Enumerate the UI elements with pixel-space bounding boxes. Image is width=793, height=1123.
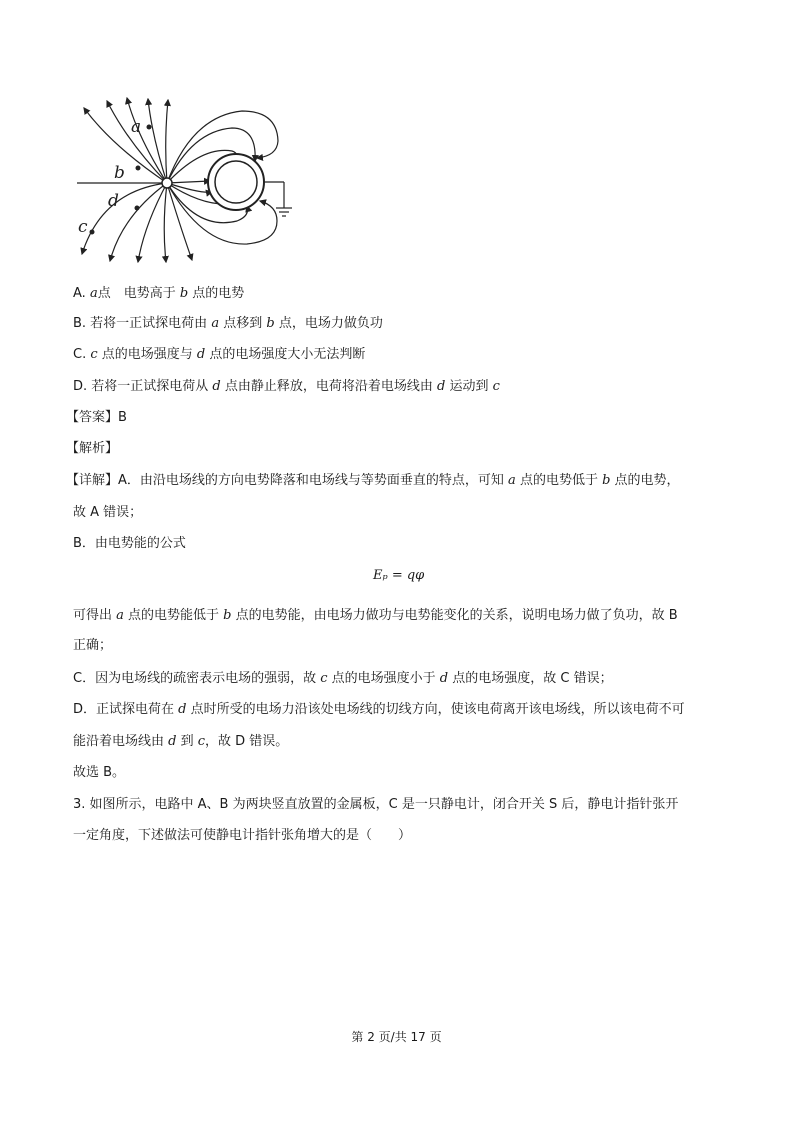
analysis-tag: 【解析】 [66, 441, 119, 456]
point-a [147, 125, 152, 130]
answer-line: 【答案】B [66, 410, 127, 425]
detail-b-line2: 可得出 a 点的电势能低于 b 点的电势能，由电场力做功与电势能变化的关系，说明电场力做了负功，故 B [73, 608, 678, 623]
page-footer: 第 2 页/共 17 页 [351, 1030, 442, 1044]
formula: Eₚ = qφ [373, 568, 425, 583]
detail-c: C．因为电场线的疏密表示电场的强弱，故 c 点的电场强度小于 d 点的电场强度，故 C 错误； [73, 671, 613, 686]
conclusion: 故选 B。 [73, 765, 126, 780]
ground-symbol [264, 182, 292, 216]
option-a: A. a点 电势高于 b 点的电势 [73, 286, 245, 301]
point-d [135, 206, 140, 211]
option-c: C. c 点的电场强度与 d 点的电场强度大小无法判断 [73, 347, 366, 362]
question3-line2: 一定角度，下述做法可使静电计指针张角增大的是（ ） [73, 828, 412, 843]
detail-a-line1: 【详解】A．由沿电场线的方向电势降落和电场线与等势面垂直的特点，可知 a 点的电势低于 b 点的电势， [66, 473, 680, 488]
detail-d-line2: 能沿着电场线由 d 到 c，故 D 错误。 [73, 734, 289, 749]
detail-b-line1: B．由电势能的公式 [73, 536, 186, 551]
label-c: c [78, 217, 88, 237]
point-c [90, 230, 95, 235]
detail-a-line2: 故 A 错误； [73, 505, 143, 520]
label-d: d [108, 191, 119, 211]
label-a: a [131, 117, 142, 137]
detail-b-line3: 正确； [73, 638, 113, 653]
label-b: b [114, 163, 125, 183]
electric-field-figure [72, 96, 302, 264]
detail-d-line1: D．正试探电荷在 d 点时所受的电场力沿该处电场线的切线方向，使该电荷离开该电场线，所以该电荷不可 [73, 702, 685, 717]
point-charge [162, 178, 172, 188]
option-b: B. 若将一正试探电荷由 a 点移到 b 点，电场力做负功 [73, 316, 383, 331]
conductor-sphere [208, 154, 264, 210]
option-d: D. 若将一正试探电荷从 d 点由静止释放，电荷将沿着电场线由 d 运动到 c [73, 379, 500, 394]
point-b [136, 166, 141, 171]
question3-line1: 3. 如图所示，电路中 A、B 为两块竖直放置的金属板，C 是一只静电计，闭合开关 S 后，静电计指针张开 [73, 797, 679, 812]
